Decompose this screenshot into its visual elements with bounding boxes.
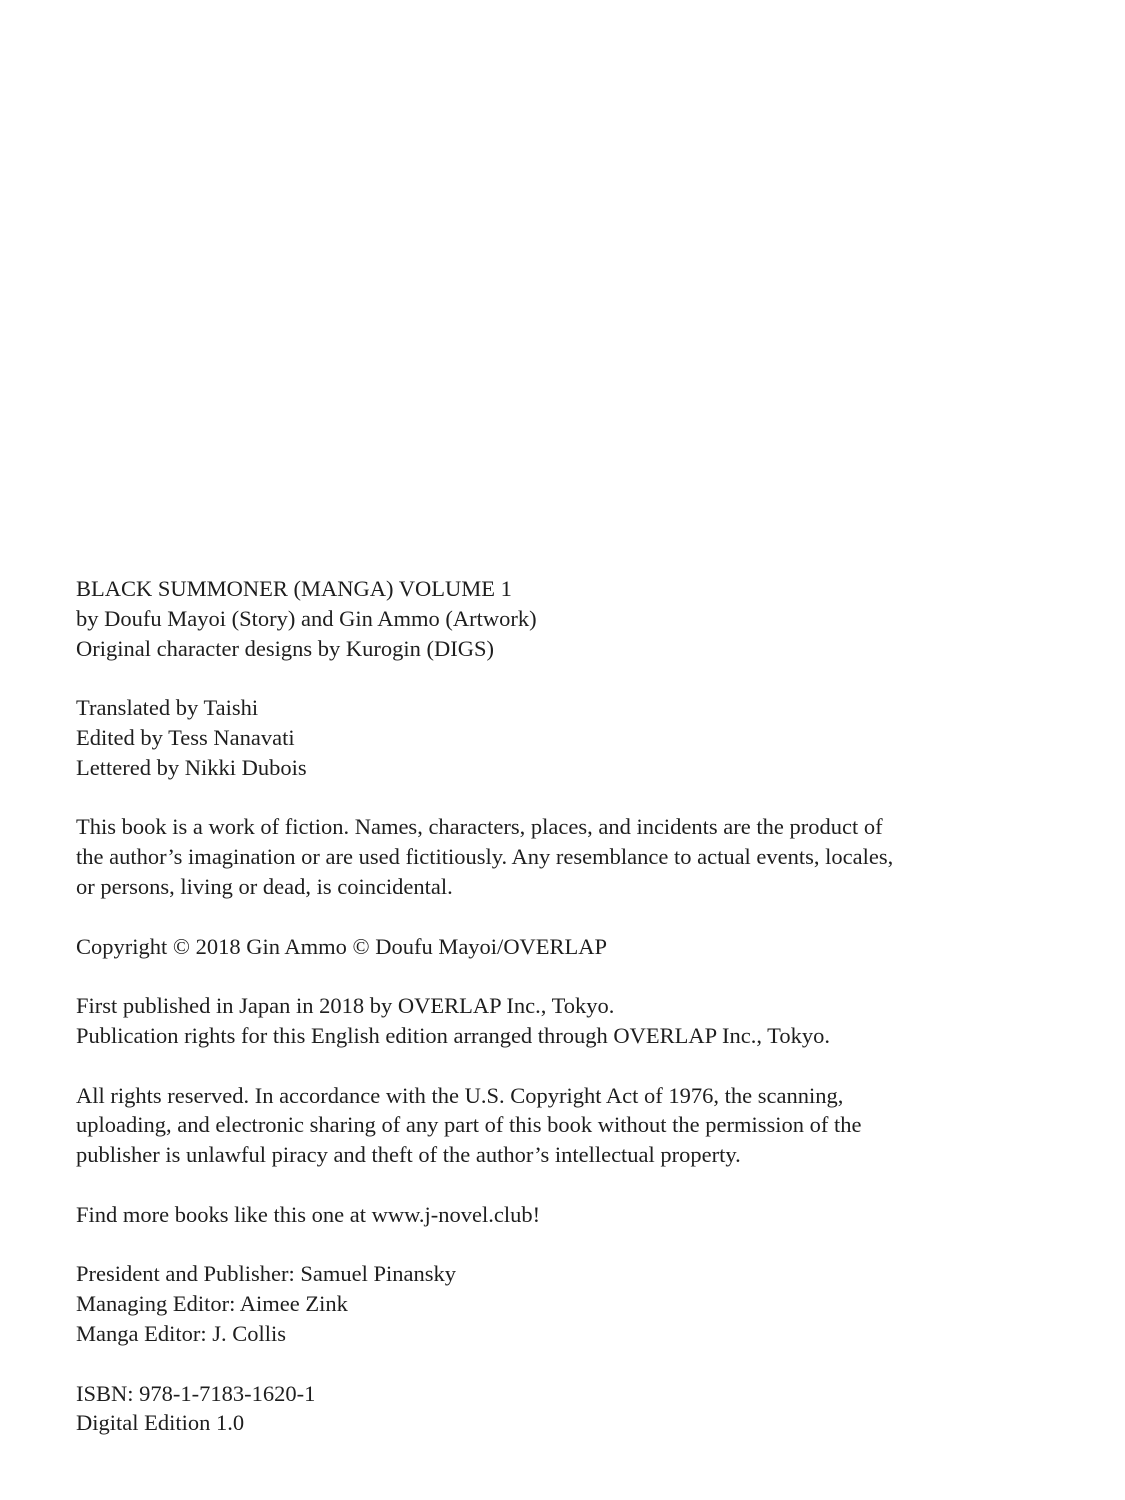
disclaimer-line: This book is a work of fiction. Names, characters, places, and incidents are the product of: [76, 814, 883, 840]
edition-block: [76, 1379, 1076, 1439]
rights-line: uploading, and electronic sharing of any part of this book without the permission of the: [76, 1112, 862, 1138]
copyright-page: [76, 574, 1076, 1438]
character-designs-line: Original character designs by Kurogin (DIGS): [76, 635, 495, 661]
disclaimer-line: or persons, living or dead, is coincidental.: [76, 873, 453, 899]
copyright-line: Copyright © 2018 Gin Ammo © Doufu Mayoi/OVERLAP: [76, 933, 608, 959]
isbn-line: ISBN: 978-1-7183-1620-1: [76, 1380, 316, 1406]
managing-editor-line: Managing Editor: Aimee Zink: [76, 1291, 348, 1317]
rights-block: [76, 1081, 1076, 1170]
letterer-line: Lettered by Nikki Dubois: [76, 754, 307, 780]
publisher-staff-block: [76, 1259, 1076, 1348]
manga-editor-line: Manga Editor: J. Collis: [76, 1320, 286, 1346]
more-books-block: [76, 1200, 1076, 1230]
publication-line: Publication rights for this English edition arranged through OVERLAP Inc., Tokyo.: [76, 1022, 830, 1048]
digital-edition-line: Digital Edition 1.0: [76, 1410, 245, 1436]
rights-line: All rights reserved. In accordance with the U.S. Copyright Act of 1976, the scanning,: [76, 1082, 844, 1108]
president-line: President and Publisher: Samuel Pinansky: [76, 1261, 456, 1287]
publication-line: First published in Japan in 2018 by OVERLAP Inc., Tokyo.: [76, 993, 615, 1019]
copyright-block: [76, 932, 1076, 962]
rights-line: publisher is unlawful piracy and theft of the author’s intellectual property.: [76, 1142, 741, 1168]
authors-line: by Doufu Mayoi (Story) and Gin Ammo (Artwork): [76, 605, 537, 631]
publication-block: [76, 991, 1076, 1051]
editor-line: Edited by Tess Nanavati: [76, 724, 295, 750]
credits-block: [76, 574, 1076, 663]
book-title: BLACK SUMMONER (MANGA) VOLUME 1: [76, 576, 512, 601]
more-books-line: Find more books like this one at www.j-novel.club!: [76, 1201, 541, 1227]
translator-line: Translated by Taishi: [76, 695, 259, 721]
staff-block: [76, 693, 1076, 782]
disclaimer-line: the author’s imagination or are used fictitiously. Any resemblance to actual events, locales,: [76, 844, 894, 870]
disclaimer-block: [76, 812, 1076, 901]
